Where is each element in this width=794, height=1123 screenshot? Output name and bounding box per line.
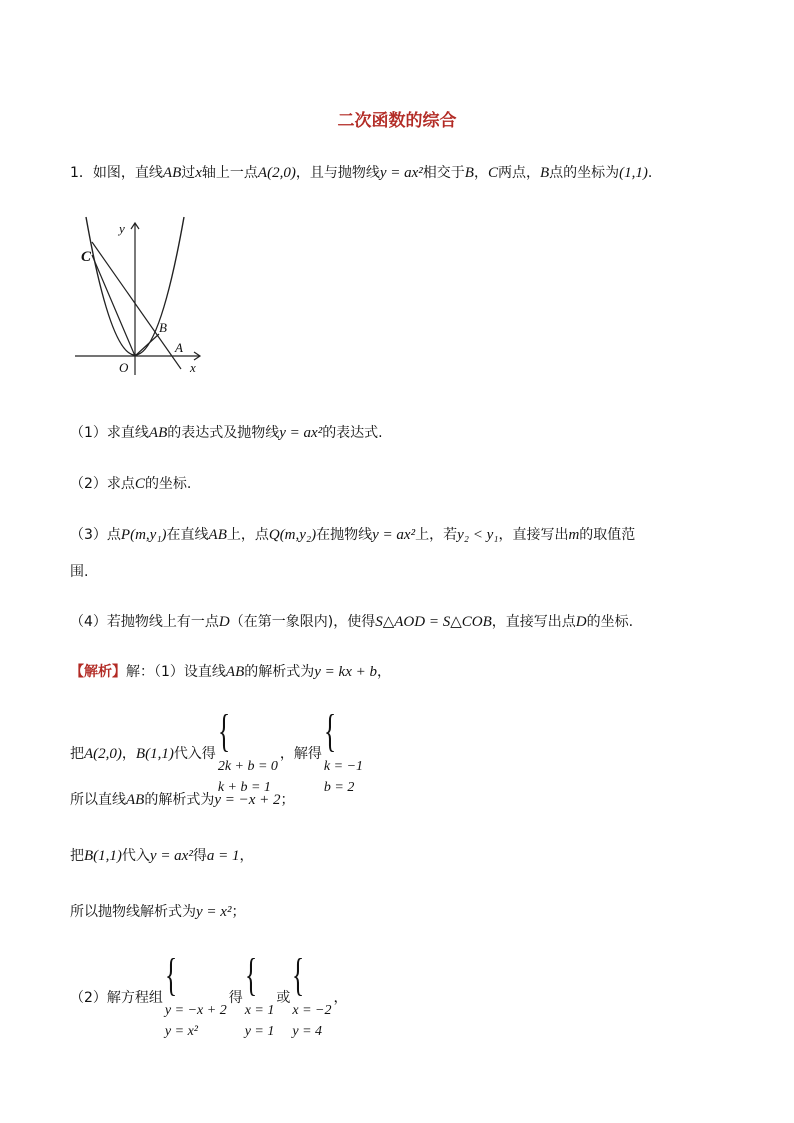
point-b-label: B	[159, 320, 167, 335]
part-3-continued: 围.	[70, 564, 89, 580]
equation-system-2: { k = −1 b = 2	[323, 705, 364, 795]
part-4: （4）若抛物线上有一点D（在第一象限内)，使得S△AOD = S△COB，直接写出点D的坐标.	[70, 614, 634, 630]
origin-label: O	[119, 360, 129, 375]
equation-system-4: { x = 1 y = 1	[244, 949, 275, 1039]
equation-system-1: { 2k + b = 0 k + b = 1	[217, 705, 278, 795]
segment-ob	[135, 334, 159, 356]
page-title: 二次函数的综合	[337, 111, 457, 131]
solution-line-6: （2）解方程组 { y = −x + 2 y = x² 得 { x = 1 y = 1 或 { x = −2 y = 4 ，	[70, 954, 347, 1042]
point-c-label: C	[81, 249, 92, 265]
x-axis-label: x	[190, 360, 196, 375]
equation-system-3: { y = −x + 2 y = x²	[164, 949, 227, 1039]
solution-tag: 【解析】	[70, 664, 126, 680]
segment-oc	[92, 255, 135, 356]
solution-line-3: 所以直线AB的解析式为y = −x + 2；	[70, 792, 295, 808]
question-stem: 1．如图，直线AB过x轴上一点A(2,0)，且与抛物线y = ax²相交于B，C两点，B点的坐标为(1,1).	[70, 165, 653, 181]
y-axis-label: y	[119, 221, 125, 236]
solution-line-4: 把B(1,1)代入y = ax²得a = 1，	[70, 848, 254, 864]
solution-line-1: 【解析】解：（1）设直线AB的解析式为y = kx + b，	[70, 664, 391, 680]
part-3: （3）点P(m,y₁)在直线AB上，点Q(m,y₂)在抛物线y = ax²上，若y₂ < y₁，直接写出m的取值范	[70, 527, 636, 543]
solution-line-2: 把A(2,0)，B(1,1)代入得 { 2k + b = 0 k + b = 1 ，解得 { k = −1 b = 2	[70, 710, 365, 798]
part-2: （2）求点C的坐标.	[70, 476, 192, 492]
equation-system-5: { x = −2 y = 4	[292, 949, 332, 1039]
parabola-figure	[70, 215, 210, 385]
part-1: （1）求直线AB的表达式及抛物线y = ax²的表达式.	[70, 425, 383, 441]
solution-line-5: 所以抛物线解析式为y = x²；	[70, 904, 246, 920]
point-a-label: A	[175, 340, 183, 355]
